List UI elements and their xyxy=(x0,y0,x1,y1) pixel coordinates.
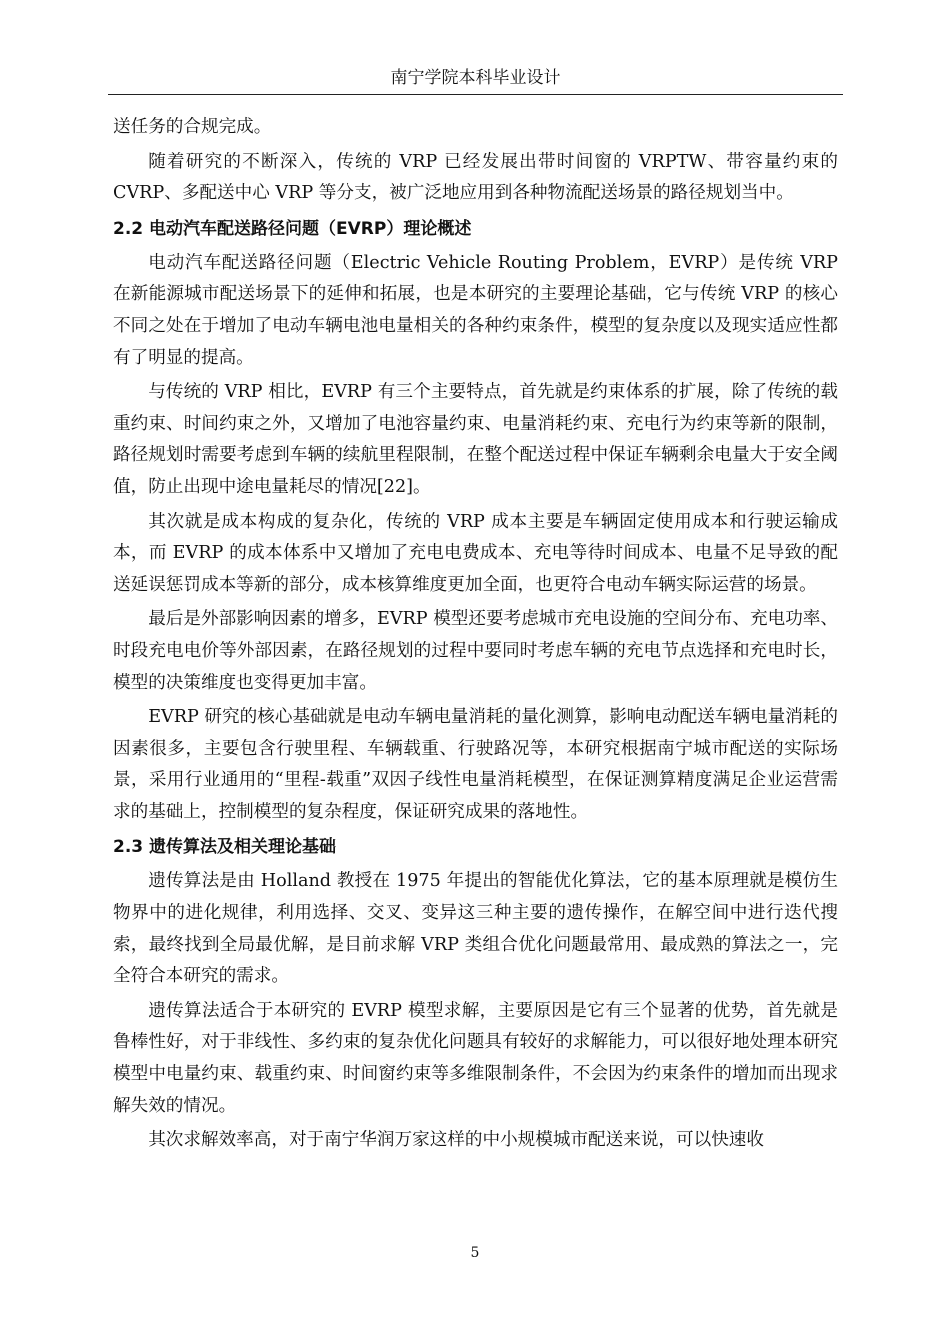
page-number: 5 xyxy=(470,1245,480,1261)
page-header xyxy=(108,66,843,95)
paragraph-evrp-features: 与传统的 VRP 相比，EVRP 有三个主要特点，首先就是约束体系的扩展，除了传统的载重约束、时间约束之外，又增加了电池容量约束、电量消耗约束、充电行为约束等新的限制，路径规划时需要考虑到车辆的续航里程限制，在整个配送过程中保证车辆剩余电量大于安全阈值，防止出现中途电量耗尽的情况[22]。 xyxy=(113,382,838,497)
paragraph-ga-advantages: 遗传算法适合于本研究的 EVRP 模型求解，主要原因是它有三个显著的优势，首先就是鲁棒性好，对于非线性、多约束的复杂优化问题具有较好的求解能力，可以很好地处理本研究模型中电量约束、载重约束、时间窗约束等多维限制条件，不会因为约束条件的增加而出现求解失效的情况。 xyxy=(113,1000,838,1116)
paragraph-energy-model: EVRP 研究的核心基础就是电动车辆电量消耗的量化测算，影响电动配送车辆电量消耗的因素很多，主要包含行驶里程、车辆载重、行驶路况等，本研究根据南宁城市配送的实际场景，采用行业通用的“里程-载重”双因子线性电量消耗模型，在保证测算精度满足企业运营需求的基础上，控制模型的复杂程度，保证研究成果的落地性。 xyxy=(113,707,838,822)
section-heading-2-2: 2.2 电动汽车配送路径问题（EVRP）理论概述 xyxy=(113,218,472,239)
paragraph-cost-structure: 其次就是成本构成的复杂化，传统的 VRP 成本主要是车辆固定使用成本和行驶运输成本，而 EVRP 的成本体系中又增加了充电电费成本、充电等待时间成本、电量不足导致的配送延误惩罚成本等新的部分，成本核算维度更加全面，也更符合电动车辆实际运营的场景。 xyxy=(113,511,838,595)
paragraph-evrp-definition: 电动汽车配送路径问题（Electric Vehicle Routing Problem，EVRP）是传统 VRP 在新能源城市配送场景下的延伸和拓展，也是本研究的主要理论基础，它与传统 VRP 的核心不同之处在于增加了电动车辆电池电量相关的各种约束条件，模型的复杂度以及现实适应性都有了明显的提高。 xyxy=(113,252,838,368)
header-title: 南宁学院本科毕业设计 xyxy=(390,68,561,88)
page-body xyxy=(113,112,838,1160)
page-footer xyxy=(0,1245,950,1261)
paragraph-vrp-branches: 随着研究的不断深入，传统的 VRP 已经发展出带时间窗的 VRPTW、带容量约束的 CVRP、多配送中心 VRP 等分支，被广泛地应用到各种物流配送场景的路径规划当中。 xyxy=(113,151,838,204)
paragraph-ga-intro: 遗传算法是由 Holland 教授在 1975 年提出的智能优化算法，它的基本原理就是模仿生物界中的进化规律，利用选择、交叉、变异这三种主要的遗传操作，在解空间中进行迭代搜索，最终找到全局最优解，是目前求解 VRP 类组合优化问题最常用、最成熟的算法之一，完全符合本研究的需求。 xyxy=(113,871,838,987)
paragraph-ga-efficiency: 其次求解效率高，对于南宁华润万家这样的中小规模城市配送来说，可以快速收 xyxy=(148,1130,764,1151)
paragraph-external-factors: 最后是外部影响因素的增多，EVRP 模型还要考虑城市充电设施的空间分布、充电功率、时段充电电价等外部因素，在路径规划的过程中要同时考虑车辆的充电节点选择和充电时长，模型的决策维度也变得更加丰富。 xyxy=(113,609,838,693)
section-heading-2-3: 2.3 遗传算法及相关理论基础 xyxy=(113,837,337,858)
paragraph-continued: 送任务的合规完成。 xyxy=(113,117,272,137)
